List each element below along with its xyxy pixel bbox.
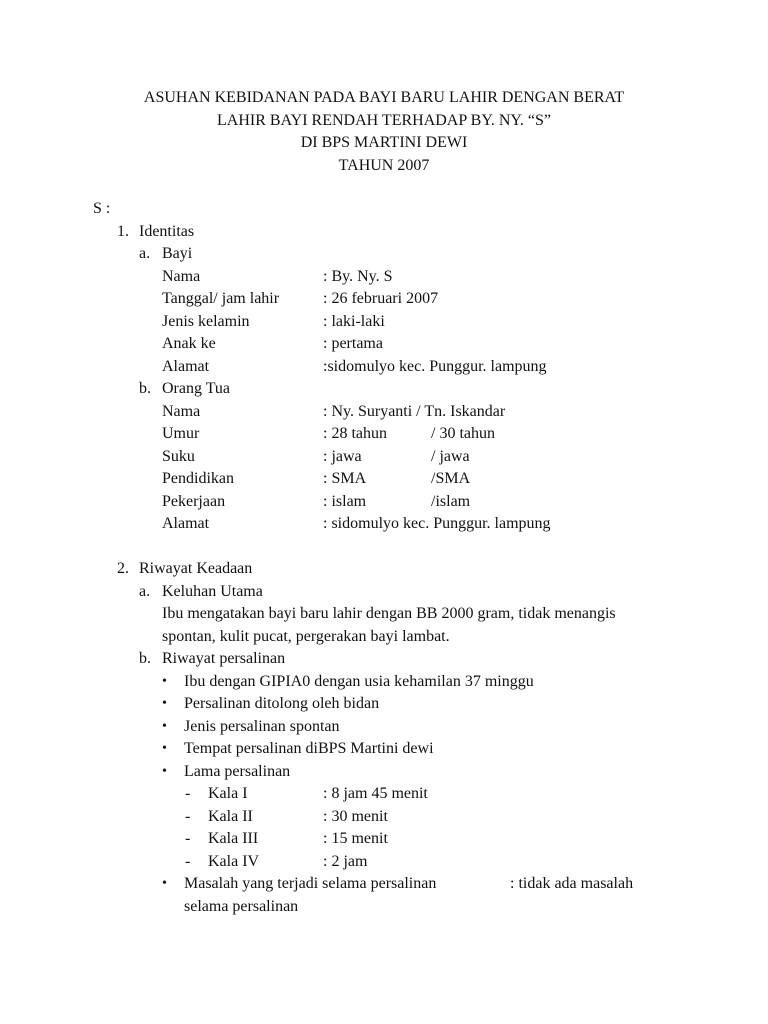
bullet-text: Jenis persalinan spontan [184, 717, 340, 735]
field-value: : sidomulyo kec. Punggur. lampung [323, 515, 551, 532]
field-label: Pendidikan [162, 470, 234, 487]
field-value-2: / 30 tahun [431, 425, 495, 442]
ortu-row-alamat [0, 513, 768, 536]
field-value: :sidomulyo kec. Punggur. lampung [323, 357, 547, 375]
persalinan-letter: b. [139, 650, 151, 667]
field-label: Pekerjaan [162, 492, 226, 510]
riwayat-label: Riwayat Keadaan [139, 560, 253, 577]
field-value-2: / jawa [431, 447, 470, 465]
keluhan-text-line-2 [0, 626, 768, 649]
orang-tua-letter: b. [139, 380, 151, 397]
bullet-icon: • [162, 696, 167, 711]
field-value: : jawa [323, 447, 362, 465]
bullet-icon: • [162, 876, 167, 891]
bullet-text: Persalinan ditolong oleh bidan [184, 695, 380, 712]
kala-row [0, 783, 768, 806]
field-label: Anak ke [162, 335, 216, 352]
identitas-number: 1. [117, 222, 129, 240]
section-s-label: S : [93, 200, 111, 217]
field-value: : 28 tahun [323, 425, 387, 442]
field-label: Alamat [162, 357, 210, 375]
kala-row [0, 851, 768, 874]
bayi-row-nama [0, 266, 768, 289]
field-label: Nama [162, 402, 201, 420]
keluhan-heading [0, 581, 768, 604]
kala-value: : 8 jam 45 menit [323, 785, 428, 802]
spacer [0, 536, 768, 559]
ortu-row-umur [0, 423, 768, 446]
bayi-heading [0, 243, 768, 266]
masalah-value: : tidak ada masalah [510, 875, 634, 892]
persalinan-label: Riwayat persalinan [162, 650, 286, 667]
bullet-item [0, 761, 768, 784]
keluhan-label: Keluhan Utama [162, 582, 263, 600]
field-value-2: /islam [431, 492, 471, 510]
keluhan-line-1: Ibu mengatakan bayi baru lahir dengan BB 2000 gram, tidak menangis [162, 605, 616, 622]
persalinan-heading [0, 648, 768, 671]
document-body [0, 198, 768, 918]
bullet-icon: • [162, 718, 167, 734]
kala-value: : 2 jam [323, 852, 368, 870]
bayi-letter: a. [139, 245, 151, 262]
dash-icon: - [185, 852, 191, 870]
bullet-icon: • [162, 741, 167, 756]
dash-icon: - [185, 785, 191, 802]
kala-label: Kala IV [208, 852, 260, 870]
field-value: : laki-laki [323, 312, 385, 330]
bullet-text: Ibu dengan GIPIA0 dengan usia kehamilan 37 minggu [184, 672, 534, 690]
field-value: : SMA [323, 470, 367, 487]
orang-tua-label: Orang Tua [162, 380, 231, 397]
field-label: Suku [162, 447, 195, 465]
field-value-2: /SMA [431, 470, 471, 487]
field-label: Tanggal/ jam lahir [162, 290, 280, 307]
bullet-text: Lama persalinan [184, 762, 291, 780]
document-title [0, 87, 768, 177]
identitas-heading [0, 221, 768, 244]
title-line-2: LAHIR BAYI RENDAH TERHADAP BY. NY. “S” [217, 111, 551, 129]
bayi-row-alamat [0, 356, 768, 379]
keluhan-text-line-1 [0, 603, 768, 626]
kala-row [0, 828, 768, 851]
kala-label: Kala I [208, 785, 248, 802]
dash-icon: - [185, 807, 191, 825]
field-label: Jenis kelamin [162, 312, 250, 330]
bullet-text: Tempat persalinan diBPS Martini dewi [184, 740, 434, 757]
riwayat-heading [0, 558, 768, 581]
title-line-1: ASUHAN KEBIDANAN PADA BAYI BARU LAHIR DENGAN BERAT [143, 89, 625, 106]
bullet-item [0, 671, 768, 694]
section-s-heading [0, 198, 768, 221]
field-label: Umur [162, 425, 200, 442]
ortu-row-nama [0, 401, 768, 424]
bayi-row-anak-ke [0, 333, 768, 356]
field-value: : 26 februari 2007 [323, 290, 439, 307]
bayi-row-jenis-kelamin [0, 311, 768, 334]
ortu-row-pekerjaan [0, 491, 768, 514]
bullet-icon: • [162, 763, 167, 779]
keluhan-letter: a. [139, 582, 151, 600]
bayi-row-tanggal [0, 288, 768, 311]
orang-tua-heading [0, 378, 768, 401]
kala-value: : 15 menit [323, 830, 388, 847]
identitas-label: Identitas [139, 222, 195, 240]
ortu-row-pendidikan [0, 468, 768, 491]
kala-label: Kala III [208, 830, 259, 847]
kala-row [0, 806, 768, 829]
field-value: : islam [323, 492, 367, 510]
bullet-icon: • [162, 673, 167, 689]
masalah-label: Masalah yang terjadi selama persalinan [184, 875, 437, 892]
bullet-item [0, 693, 768, 716]
bullet-item [0, 738, 768, 761]
title-line-3: DI BPS MARTINI DEWI [300, 134, 468, 151]
bullet-item [0, 716, 768, 739]
kala-label: Kala II [208, 807, 253, 825]
keluhan-line-2: spontan, kulit pucat, pergerakan bayi lambat. [162, 627, 450, 645]
masalah-cont-text: selama persalinan [184, 897, 299, 915]
field-value: : By. Ny. S [323, 267, 393, 285]
kala-value: : 30 menit [323, 807, 388, 825]
riwayat-number: 2. [117, 560, 129, 577]
field-value: : pertama [323, 335, 383, 352]
masalah-continuation [0, 896, 768, 919]
bullet-item-masalah [0, 873, 768, 896]
dash-icon: - [185, 830, 191, 847]
ortu-row-suku [0, 446, 768, 469]
field-label: Alamat [162, 515, 210, 532]
field-value: : Ny. Suryanti / Tn. Iskandar [323, 402, 506, 420]
field-label: Nama [162, 267, 201, 285]
title-line-4: TAHUN 2007 [338, 156, 430, 174]
bayi-label: Bayi [162, 245, 193, 262]
